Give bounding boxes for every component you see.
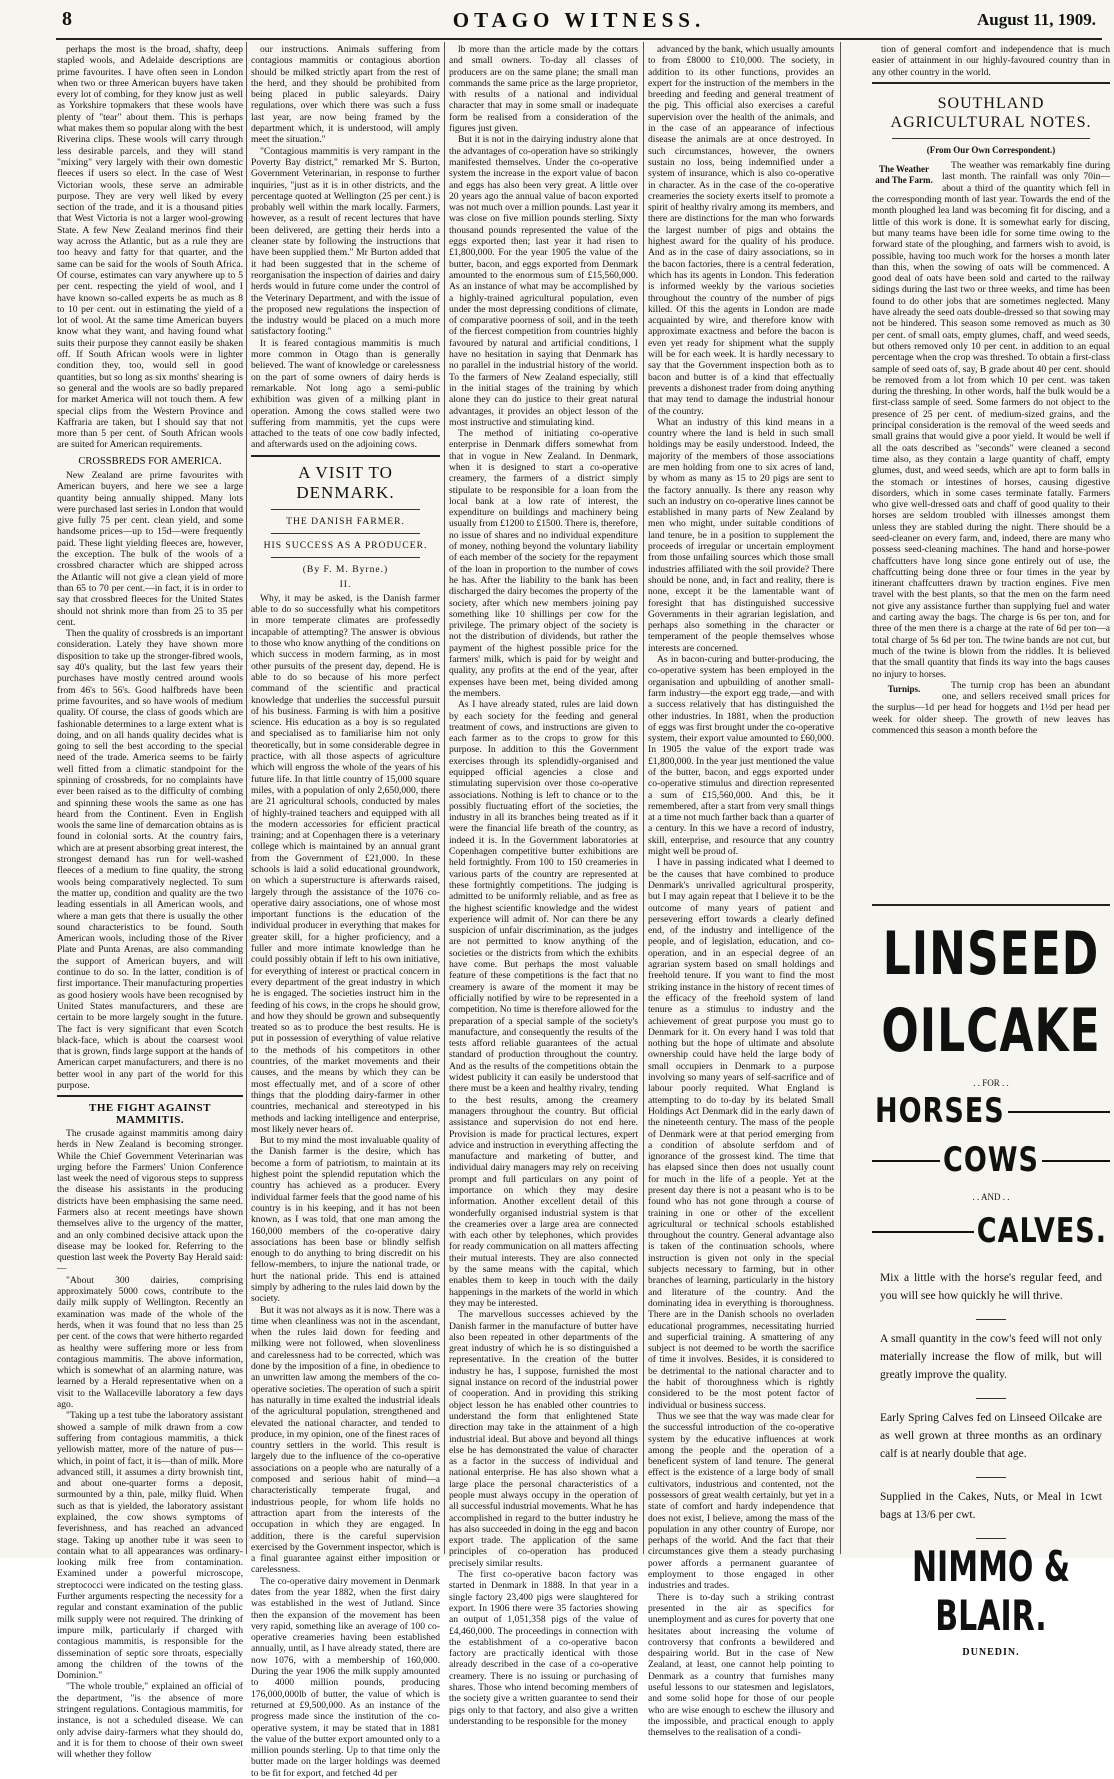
article-paragraph: our instructions. Animals suffering from contagious mammitis or contagious abortion should be milked strictly apart from the rest of the herd, and they should be prohibited from being placed in public saleyards. Dairy regulations, over which there was such a fuss last year, are now being framed by the department which, it is understood, will amply meet the situation." (251, 44, 440, 146)
section-heading: THE FIGHT AGAINST MAMMITIS. (89, 1102, 211, 1126)
correspondent-line: (From Our Own Correspondent.) (926, 144, 1056, 155)
ad-connector: . . FOR . . (973, 1078, 1009, 1088)
masthead (56, 6, 1102, 40)
divider (976, 1398, 1006, 1399)
issue-date: August 11, 1909. (976, 10, 1096, 29)
column-rule (444, 42, 445, 1554)
ad-copy: Early Spring Calves fed on Linseed Oilcake are as well grown at three months as an ordinary calf is at nearly double that age. (880, 1412, 1102, 1460)
ad-town: DUNEDIN. (962, 1647, 1020, 1658)
article-paragraph: But it was not always as it is now. There was a time when cleanliness was not in the ascendant, when the rules laid down for feeding and milking were not followed, when slovenliness and carelessness had to be corrected, which was done by the imposition of a fine, in obedience to an unwritten law among the members of the co-operative societies. The operation of such a spirit has naturally in time exalted the industrial ideals of the agricultural population, strengthened and elevated the national character, and tended to produce, in my opinion, one of the finest races of country settlers in the world. This result is largely due to the influence of the co-operative associations on a people who are naturally of a composed and serious habit of mind—a characteristically temperate frugal, and industrious people, for whom life holds no attraction apart from the interests of the occupation in which they are engaged. In addition, there is the careful supervision exercised by the Government inspector, which is a final guarantee against either imposition or carelessness. (251, 1304, 440, 1576)
divider (892, 138, 1090, 139)
column-2 (251, 44, 440, 1779)
column-3 (449, 44, 638, 1727)
article-paragraph: "Contagious mammitis is very rampant in the Poverty Bay district," remarked Mr S. Burton, Government Veterinarian, in response to further inquiries, "just as it is in other districts, and the percentage quoted at Wellington (25 per cent.) is probably well within the mark locally. Farmers, however, as a result of recent lectures that have been delivered, are getting their herds into a cleaner state by following the instructions that have been supplied them." Mr Burton added that it had been suggested that in the scheme of reorganisation the inspection of dairies and dairy herds would in future come under the control of the Veterinary Department, and with the issue of the proposed new regulations the inspection of the industry would be placed on a much more satisfactory footing." (251, 145, 440, 338)
section-heading: CROSSBREDS FOR AMERICA. (78, 455, 222, 467)
article-subheading: THE DANISH FARMER. (286, 515, 405, 527)
article-paragraph: Then the quality of crossbreds is an important consideration. Lately they have shown more disposition to take up the stronger-fibred wools, say 40's quality, but the last few years their purchases have mostly centred around wools from 46's to 56's. Good halfbreds have been prime favourites, and so have wools of medium quality. Of course, the class of goods which are fashionable determines to a large extent what is doing, and on all hands quality decides what is going to sell the best according to the special need of the trade. America seems to be fairly well fitted from a climatic standpoint for the spinning of crossbreds, for no complaints have ever been raised as to the difficulty of combing and spinning these wools the same as one has heard from the Continent. Even in English wools the same line of demarcation obtains as is found in colonial sorts. At the country fairs, which are at present absorbing great interest, the strongest demand has run for well-washed fleeces of a medium to fine quality, the strong wools being comparatively neglected. To sum the matter up, condition and quality are the two leading essentials in all American wools, and where a man gets that there is usually the other sound characteristics to be found. South American wools, including those of the River Plate and Punta Arenas, are also commanding the support of American buyers, and will continue to do so. In the latter, condition is of first importance. Their manufacturing properties as good hosiery wools have been recognised by United States manufacturers, and these are certain to be more largely sought in the future. The fact is very significant that even Scotch black-face, which is about the coarsest wool that is grown, finds large support at the hands of American carpet manufacturers, and there is no better wool in any part of the world for this purpose. (57, 628, 243, 1092)
divider (251, 455, 440, 457)
ad-word: CALVES. (976, 1212, 1107, 1251)
article-headline: A VISIT TO DENMARK. (296, 462, 395, 502)
article-paragraph: What an industry of this kind means in a country where the land is held in such small holdings may be easily understood. Indeed, the majority of the members of those associations are men holding from one to six acres of land, by whom as many as 15 to 20 pigs are sent to the factory annually. Is there any reason why such an industry on co-operative lines cannot be established in many parts of New Zealand by men who might, under suitable conditions of land tenure, be in a position to supplement the proceeds of irregular or uncertain employment from those unfailing sources which those small industries affiliated with the soil provide? There should be none, and, in fact and reality, there is none, except it be the lamentable want of foresight that has distinguished successive Governments in their agrarian legislation, and perhaps also something in the character or temperament of the people themselves whose interests are concerned. (648, 416, 834, 654)
column-1 (57, 44, 243, 1761)
article-paragraph: The co-operative dairy movement in Denmark dates from the year 1882, when the first dairy was established in the west of Jutland. Since then the expansion of the movement has been very rapid, something like an average of 100 co-operative creameries having been established annually, until, as I have already stated, there are now 1076, with a membership of 160,000. During the year 1906 the milk supply amounted to 4000 million pounds, producing 176,000,000lb of butter, the value of which is returned at £9,500,000. As an instance of the progress made since the institution of the co-operative system, it may be stated that in 1881 the value of the butter export amounted only to a million pounds sterling. Up to that time only the butter made on the larger holdings was deemed to be fit for export, and fetched 4d per (251, 1575, 440, 1779)
article-paragraph: The method of initiating co-operative enterprise in Denmark differs somewhat from that in vogue in New Zealand. In Denmark, when it is designed to start a co-operative creamery, the farmers of a district simply stipulate to be responsible for a loan from the local bank at a low rate of interest, the expenditure on buildings and machinery being usually from £1200 to £1500. There is, therefore, no issue of shares and no individual expenditure of money, nothing beyond the voluntary liability of each member of the society for the repayment of the loan in proportion to the number of cows he has. After the liability to the bank has been discharged the dairy becomes the property of the society, after which new members joining pay something like 10 shillings per cow for the privilege. The primary object of the society is not the distribution of dividends, but rather the payment of the highest possible price for the farmers' milk, which is paid for by weight and quality, any profits at the end of the year, after expenses have been met, being divided among the members. (449, 428, 638, 699)
ad-word: COWS (943, 1141, 1039, 1180)
divider (976, 1319, 1006, 1320)
article-paragraph: The first co-operative bacon factory was started in Denmark in 1888. In that year in a single factory 23,400 pigs were slaughtered for export. In 1906 there were 35 factories showing an output of 1,051,358 pigs of the value of £4,460,000. The proceedings in connection with the establishment of a co-operative bacon factory are practically identical with those already described in the case of a co-operative creamery. There is no issuing or purchasing of shares. Those who intend becoming members of the society give a written guarantee to send their pigs only to that factory, and also give a written understanding to be responsible for the money (449, 1569, 638, 1727)
part-number: II. (339, 578, 352, 590)
article-paragraph: Thus we see that the way was made clear for the successful introduction of the co-operative system by the educative influences at work among the people and the operation of a beneficent system of land tenure. The general effect is the existence of a large body of small cultivators, industrious and contented, not the possessors of great wealth certainly, but yet in a state of comfort and hardy independence that does not exist, I believe, among the mass of the population in any other country of Europe, nor perhaps of the world. And the fact that their circumstances give them a steady purchasing power affords a permanent guarantee of employment to those engaged in other industries and trades. (648, 1410, 834, 1592)
article-paragraph: As in bacon-curing and butter-producing, the co-operative system has been employed in the organisation and upbuilding of another small-farm industry—the export egg trade,—and with a success relatively that has distinguished the other industries. In 1881, when the production of eggs was first brought under the co-operative system, their export value amounted to £60,000. In 1905 the value of the export trade was £1,800,000. In the year just mentioned the value of the butter, bacon, and eggs exported under co-operative stimulus and direction represented a sum of £15,560,000. And this, be it remembered, after a start from very small things at a time not much farther back than a quarter of a century. In this we have a record of industry, skill, enterprise, and resource that any country might well be proud of. (648, 654, 834, 858)
article-paragraph: advanced by the bank, which usually amounts to from £8000 to £10,000. The society, in addition to its other functions, provides an expert for the instruction of the members in the breeding and feeding and general treatment of the pig. This official also exercises a careful supervision over the health of the animals, and in the case of an appearance of infectious disease the animals are at once destroyed. In such circumstances, however, the owners sustain no loss, being indemnified under a system of insurance, which is also co-operative in character. As in the case of the co-operative creameries the society exerts itself to promote a spirit of healthy rivalry among its members, and there are distinctions for the man who forwards the largest number of pigs and obtains the highest award for the quality of his produce. And as in the case of dairy associations, so in the bacon factories, there is a central federation, which has its agents in London. This federation is informed weekly by the various societies throughout the country of the number of pigs killed. Of this the agents in London are made acquainted by wire, and therefore know with approximate exactness and before the bacon is even yet ready for shipment what the supply will be for each week. It is hardly necessary to say that the Government inspection both as to bacon and butter is of a kind that effectually prevents a dishonest trader from doing anything that may tend to damage the industrial honour of the country. (648, 44, 834, 417)
article-paragraph: As I have already stated, rules are laid down by each society for the feeding and general treatment of cows, and instructions are given to each farmer as to the crops to grow for this purpose. In addition to this the Government exercises through its splendidly-organised and equipped official agencies a close and stimulating supervision over those co-operative associations. Nothing is left to chance or to the possibly fluctuating effort of the societies, the industry in all its branches being treated as if it were the financial life breath of the country, as indeed it is. In the Government laboratories at Copenhagen competitive butter exhibitions are held fortnightly. From 100 to 150 creameries in various parts of the country are represented at these fortnightly competitions. The judging is admitted to be uniformly reliable, and as free as the highest scientific knowledge and the widest experience will admit of. Nor can there be any suspicion of unfair discrimination, as the judges are not permitted to know anything of the societies or the districts from which the exhibits have come. But perhaps the most valuable feature of these competitions is the fact that no creamery is aware of the moment it may be officially notified by wire to be represented in a competition. No time is therefore allowed for the preparation of a special sample of the society's manufacture, and consequently the results of the tests afford reliable guarantees of the actual standard of production throughout the country. And as the results of the competitions obtain the widest publicity it can easily be understood that there must be a keen and healthy rivalry, tending to the best results, among the creamery managers throughout the country. But official assistance and supervision do not end here. Provision is made for practical lectures, expert advice and instruction in everything affecting the manufacture and marketing of butter, and individual dairy managers may rely on receiving prompt and full particulars on any point of importance on which they may desire information. Another excellent detail of this wonderfully organised industrial system is that the creameries over a large area are connected with each other by telephones, which provides for ready communication on all matters affecting their mutual interests. They are also connected by the same means with the capital, which enables them to keep in touch with the daily happenings in the markets of the world in which they may be interested. (449, 699, 638, 1309)
divider (976, 1538, 1006, 1539)
column-rule (643, 42, 644, 1554)
ad-connector: . . AND . . (972, 1192, 1010, 1202)
divider (271, 533, 420, 534)
page-number: 8 (62, 8, 72, 30)
article-subheading: HIS SUCCESS AS A PRODUCER. (263, 539, 428, 551)
ad-rule (872, 1160, 940, 1162)
divider (976, 1477, 1006, 1478)
ad-copy: A small quantity in the cow's feed will not only materially increase the flow of milk, but will greatly improve the quality. (880, 1333, 1102, 1381)
divider (271, 557, 420, 558)
article-paragraph: tion of general comfort and independence that is much easier of attainment in our highly-favoured country than in any other country in the world. (872, 44, 1110, 78)
article-paragraph: lb more than the article made by the cottars and small owners. To-day all classes of producers are on the same plane; the small man commands the same price as the large proprietor, with results of a national and individual character that may in some small or inadequate form be realised from a consideration of the figures just given. (449, 44, 638, 135)
divider (271, 509, 420, 510)
ad-headline: OILCAKE (881, 997, 1101, 1066)
column-5 (872, 44, 1110, 884)
ad-row (872, 1141, 1110, 1180)
ad-border (872, 904, 1110, 906)
ad-headline: LINSEED (882, 920, 1100, 989)
divider (872, 82, 1110, 84)
ad-copy: Supplied in the Cakes, Nuts, or Meal in 1cwt bags at 13/6 per cwt. (880, 1491, 1102, 1521)
section-headline: SOUTHLAND AGRICULTURAL NOTES. (890, 94, 1092, 131)
article-paragraph: The turnip crop has been an abundant one, and sellers received small prices for the surplus—1d per head for hoggets and 1½d per head per week for older sheep. The growth of new leaves has commenced this season a month before the (872, 679, 1110, 737)
ad-row (872, 1212, 1110, 1251)
linseed-oilcake-advertisement (872, 900, 1110, 1658)
article-paragraph: I have in passing indicated what I deemed to be the causes that have combined to produce Denmark's unrivalled agricultural prosperity, but I may again repeat that I believe it to be the outcome of many years of patient and persevering effort towards a clearly defined end, of the industry and intelligence of the people, and of legislation, education, and co-operation, and in an especial degree of an agrarian system based on small holdings and freehold tenure. If you want to find the most striking instance in the history of recent times of the efficacy of the freehold system of land tenure as a stimulus to industry and the achievement of great purpose you must go to Denmark for it. On every hand I was told that nothing but the hope of ultimate and absolute ownership could have held the large body of small occupiers in Denmark to a purpose involving so many years of self-sacrifice and of labour poorly requited. What England is attempting to do to-day by its belated Small Holdings Act Denmark did in the early dawn of the nineteenth century. The mass of the people of Denmark were at that period emerging from a condition of absolute serfdom and of ignorance of the grossest kind. The time that has elapsed since then does not usually count for much in the life of a people. Yet at the present day there is not a peasant who is to be found who has not gone through a course of training in one or other of the excellent agricultural or technical schools established throughout the country. General advantage also is taken of the continuation schools, where instruction is given not only in the special subjects necessary to farming, but in other branches of learning, particularly in the history and literature of the country. And the dominating idea in everything is thoroughness. There are in the Danish schools no overladen educational programmes, necessitating hurried and superficial training. A smattering of any subject is not deemed to be worth the sacrifice of time it involves. Besides, it is considered to be detrimental to the national character and to the habit of thoroughness which is rightly considered to be the most potent factor of individual or business success. (648, 857, 834, 1411)
article-paragraph: New Zealand are prime favourites with American buyers, and here we see a large quantity being annually shipped. Many lots were purchased last series in London that would give fully 75 per cent. clean yield, and some handsome prices—up to 15d—were frequently paid. These light yielding fleeces are, however, the exception. The bulk of the wools of a crossbred character which are shipped across the Atlantic will not give a clean yield of more than 65 to 70 per cent.—in fact, it is in order to say that crossbred fleeces for the United States should not shrink more than from 25 to 35 per cent. (57, 469, 243, 628)
ad-word: HORSES (875, 1092, 1005, 1131)
ad-rule (872, 1231, 974, 1233)
column-4 (648, 44, 834, 1739)
article-paragraph: But to my mind the most invaluable quality of the Danish farmer is the desire, which has become a form of patriotism, to maintain at its highest point the splendid reputation which the country has achieved as a producer. Every individual farmer feels that the good name of his country is in his keeping, and it has not been known, as I was told, that one man among the 160,000 members of the co-operative dairy associations has been base or blindly selfish enough to do anything to bring discredit on his fellow-members, to injure the national trade, or hurt the national pride. This end is attained simply by adhering to the rules laid down by the society. (251, 1135, 440, 1305)
article-paragraph: "The whole trouble," explained an official of the department, "is the absence of more stringent regulations. Contagious mammitis, for instance, is not a scheduled disease. We can only advise dairy-farmers what they should do, and it is for them to choose of their own sweet will whether they follow (57, 1681, 243, 1761)
article-paragraph: There is to-day such a striking contrast presented in the air as specifics for unemployment and as cures for poverty that one hesitates about increasing the volume of controversy that confronts a bewildered and despairing world. But in the case of New Zealand, at least, one cannot help pointing to Denmark as a country that furnishes many useful lessons to our statesmen and legislators, and some solid hope for those of our people who are wise enough to eschew the illusory and the impossible, and practical enough to apply themselves to the realisation of a condi- (648, 1591, 834, 1739)
ad-row (872, 1092, 1110, 1131)
article-paragraph: The weather was remarkably fine during last month. The rainfall was only 70in—about a third of the quantity which fell in the corresponding month of last year. Towards the end of the month ploughed lea land was becoming fit for discing, and a little of this work is done. It is somewhat early for discing, but many teams have been idle for some time owing to the forward state of the ploughing, and farmers wish to avoid, is possible, having too much work for the horses a month later than this, when the sowing of oats will be commenced. A good deal of oats have been sold and carted to the railway sidings during the last two or three weeks, and time has been found to do other jobs that are sometimes neglected. Many have already the seed oats double-dressed so that sowing may not be hindered. This season some removed as much as 30 per cent. of small oats, empty glumes, chaff, and weed seeds, but others removed only 10 per cent. in addition to an equal percentage when the crop was threshed. To obtain a first-class sample of seed oats of, say, B grade about 40 per cent. should be removed from a lot from which 10 per cent. was taken during the threshing. In other words, half the bulk would be a first-class sample of seed. Some farmers do not object to the presence of 25 per cent. of medium-sized grains, and the principal consideration is the removal of the weed seeds and small grains that would give a poor yield. It would be well if all the oats described as "seconds" were cleaned a second time also, as they contain a large quantity of chaff, empty glumes, dust, and weed seeds, which are apt to form balls in the stomach or intestines of horses, causing digestive disorders, which in some cases terminate fatally. Farmers who give well-dressed oats and chaff of good quality to their horses are seldom troubled with illnesses amongst them unless they are stabled during the night. There should be a seed-cleaner on every farm, and, indeed, there are many who possess seed-cleaning machines. The hand and horse-power chaffcutters have long since gone entirely out of use, the chaffcutting being done three or four times in the year by itinerant chaffcutters drawn by traction engines. Five men travel with the best plants, so that the men on the farm need not give any assistance further than supplying fuel and water and carting away the bags. The charge is 6s per ton, and for three of the men there is a charge at the rate of 6d per ton—a total charge of 5s 6d per ton. The twine bands are not cut, but much of the twine is blown from the riddles. It is believed that the small quantity that finds its way into the bags causes no injury to horses. (872, 160, 1110, 680)
article-paragraph: "About 300 dairies, comprising approximately 5000 cows, contribute to the daily milk supply of Wellington. Recently an examination was made of the whole of the herds, when it was found that no less than 25 per cent. of the cows that were hitherto regarded as healthy were suffering more or less from contagious mammitis. The above information, which is somewhat of an alarming nature, was learned by a Herald representative when on a visit to the Wallaceville laboratory a few days ago. (57, 1274, 243, 1411)
ad-firm-name: NIMMO & BLAIR. (911, 1543, 1071, 1641)
divider (57, 1095, 243, 1097)
ad-rule (1042, 1160, 1110, 1162)
article-paragraph: But it is not in the dairying industry alone that the advantages of co-operation have so strikingly manifested themselves. Under the co-operative system the increase in the export value of bacon and eggs has also been very great. A little over 20 years ago the annual value of bacon exported was not much over a million pounds. Last year it was close on five million pounds sterling. Sixty thousand pounds represented the value of the eggs exported then; last year it had risen to £1,800,000. For the year 1905 the value of the butter, bacon, and eggs exported from Denmark amounted to the enormous sum of £15,560,000. As an instance of what may be accomplished by a highly-trained agricultural population, even under the most depressing conditions of climate, of comparative poorness of soil, and in the teeth of the fiercest competition from countries highly favoured by natural and artificial conditions, I have no hesitation in saying that Denmark has no parallel in the industrial history of the world. To the farmers of New Zealand especially, still in the initial stages of the training by which alone they can do justice to their great natural advantages, it provides an object lesson of the most instructive and stimulating kind. (449, 134, 638, 428)
side-heading: The Weather and The Farm. (875, 164, 933, 185)
column-rule (246, 42, 247, 1554)
article-paragraph: The crusade against mammitis among dairy herds in New Zealand is becoming stronger. While the Chief Government Veterinarian was urging before the Farmers' Union Conference last week the need of vigorous steps to suppress the disease his assistants in the producing districts have been emphasising the same need. Farmers also at recent meetings have shown themselves alive to the urgency of the matter, and an only combined decisive attack upon the disease may be looked for. Referring to the question last week the Poverty Bay Herald said:— (57, 1127, 243, 1275)
article-paragraph: The marvellous successes achieved by the Danish farmer in the manufacture of butter have also been repeated in other departments of the great industry of which he is so distinguished a representative. In the creation of the butter industry he has, I suppose, furnished the most signal instance on record of the industrial power of cooperation. And in providing this striking object lesson he has enabled other countries to understand the form that enlightened State direction may take in the attainment of a high industrial ideal. But above and beyond all things else he has demonstrated the value of character as a factor in the success of individual and national enterprise. He has also shown what a large place the personal characteristics of a people must always occupy in the operation of all successful industrial movements. What he has accomplished in regard to the butter industry he has also succeeded in doing in the egg and bacon export trade. The application of the same principles of co-operation has produced precisely similar results. (449, 1309, 638, 1569)
byline: (By F. M. Byrne.) (302, 564, 389, 576)
article-paragraph: It is feared contagious mammitis is much more common in Otago than is generally believed. The want of knowledge or carelessness on the part of some owners of dairy herds is remarkable. Not long ago a semi-public exhibition was given of a milking plant in operation. Among the cows stalled were two suffering from mammitis, yet the cups were attached to the teats of one cow badly infected, and afterwards used on the adjoining cows. (251, 337, 440, 451)
article-paragraph: "Taking up a test tube the laboratory assistant showed a sample of milk drawn from a cow suffering from contagious mammitis, a thick yellowish matter, more of the nature of pus—which, in point of fact, it is—than of milk. More advanced still, it assumes a dirty brownish tint, and about one-quarter forms a deposit, surmounted by a thin, pale, milky fluid. When such as that is yielded, the laboratory assistant explained, the cow shows symptoms of feverishness, and has reached an advanced stage. Taking up another tube it was seen to contain what to all appearances was ordinary-looking milk free from contamination. Examined under a powerful microscope, streptococci were indicated on the testing glass. Further arguments respecting the necessity for a regular and constant examination of the public milk supply were not required. The drinking of impure milk, particularly if charged with contagious mammitis, is responsible for the dissemination of septic sore throats, especially among the children of the towns of the Dominion." (57, 1410, 243, 1682)
article-paragraph: Why, it may be asked, is the Danish farmer able to do so successfully what his competitors in more temperate climates are professedly incapable of attempting? The answer is obvious to those who know anything of the conditions on which success in modern farming, as in most other pursuits of the present day, depend. He is able to do so because of his more perfect command of the scientific and practical knowledge that underlies the successful pursuit of his business. Farming is with him a positive science. His education as a boy is so regulated and specialised as to familiarise him not only theoretically, but in some considerable degree in practice, with all those aspects of agriculture which will engross the whole of the years of his future life. In that little country of 15,000 square miles, with a population of only 2,650,000, there are 21 agricultural schools, conducted by males of highly-trained teachers and equipped with all the modern accessories for efficient practical training; and at Copenhagen there is a veterinary college which is maintained by an annual grant from the Government of £21,000. In these schools is laid a solid educational groundwork, on which a superstructure is afterwards raised, largely through the assistance of the 1076 co-operative dairy associations, one of whose most important functions is the education of the individual producer in everything that makes for greater skill, for a higher proficiency, and a fuller and more intimate knowledge than he could possibly obtain if left to his own initiative, for everything of interest or practical concern in every department of the great industry in which he is engaged. The societies instruct him in the feeding of his cows, in the crops he should grow, and how they should be grown and subsequently treated so as to produce the best results. He is put in possession of everything of value relative to the methods of his competitors in other countries, of the market movements and their causes, and the means by which they can be most effectually met, and of a score of other things that the plodding dairy-farmer in other countries, mechanical and stereotyped in his methods and lacking intelligence and enterprise, most likely never hears of. (251, 592, 440, 1135)
ad-copy: Mix a little with the horse's regular feed, and you will see how quickly he will thrive. (880, 1272, 1102, 1302)
newspaper-title: OTAGO WITNESS. (452, 8, 706, 32)
article-paragraph: perhaps the most is the broad, shafty, deep stapled wools, and Adelaide descriptions are prime favourites. I have often seen in London when two or three American buyers have taken every lot of combing, for they know just as well as Yorkshire topmakers that these wools have plenty of "tear" about them. This is perhaps what makes them so popular along with the best Riverina clips. These wools will carry through less desirable parcels, and they will stand "mixing" very largely with their own domestic fleeces if users so elect. In the case of West Victorian wools, these serve an admirable purpose. They are very well liked by every section of the trade, and it is a thousand pities that West Victoria is not a larger wool-growing State. A few New Zealand merinos find their way across the Atlantic, but as a rule they are too heavy and fatty for that quarter, and the same can be said for the wools of South Africa. Of course, estimates can vary anywhere up to 5 per cent. respecting the yield of wool, and I have known so-called experts be as much as 8 to 10 per cent. out in estimating the yield of a lot of wool. At the same time American buyers know what they want, and having found what suits their purpose they cannot easily be shaken off. If South African wools were in lighter condition they, too, would sell in good quantities, but so long as six months' shearing is so general and the wools are so badly prepared for market America will not touch them. A few special clips from the Western Province and Kaffraria are taken, but I should say that not more than 5 per cent. of South African wools are suited for American requirements. (57, 44, 243, 451)
ad-rule (1008, 1111, 1110, 1113)
column-rule (840, 42, 841, 1554)
side-heading: Turnips. (887, 683, 921, 694)
